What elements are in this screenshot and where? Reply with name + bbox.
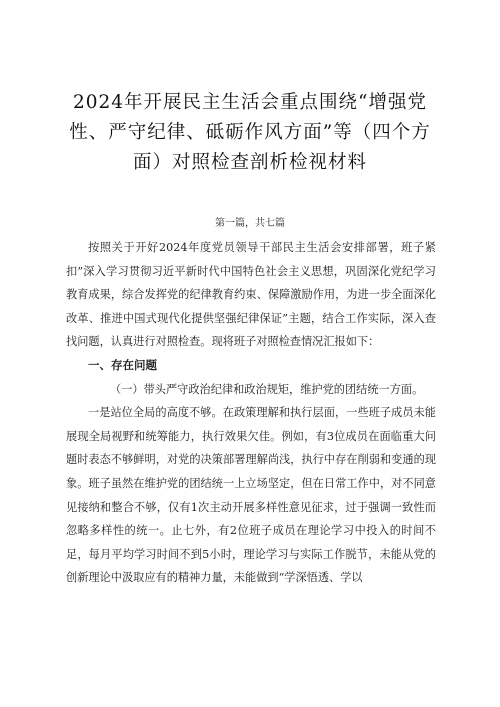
intro-paragraph: 按照关于开好2024年度党员领导干部民主生活会安排部署，班子紧扣”深入学习贯彻习近平新时代中国特色社会主义思想，巩固深化党纪学习教育成果，综合发挥党的纪律教育约束、保障激励作用，为进一步全面深化改革、推进中国式现代化提供坚强纪律保证”主题，结合工作实际，深入查找问题，认真进行对照检查。现将班子对照检查情况汇报如下： xyxy=(66,241,436,349)
title-line-2: 性、严守纪律、砥砺作风方面”等（四个方 xyxy=(69,122,431,143)
title-line-3: 面）对照检查剖析检视材料 xyxy=(132,152,367,173)
subsection-heading: （一）带头严守政治纪律和政治规矩，维护党的团结统一方面。 xyxy=(110,382,424,396)
body-paragraph: 一是站位全局的高度不够。在政策理解和执行层面，一些班子成员未能展现全局视野和统筹能力，执行效果欠佳。例如，有3位成员在面临重大问题时表态不够鲜明，对党的决策部署理解尚浅，执行中存在削弱和变通的现象。班子虽然在维护党的团结统一上立场坚定，但在日常工作中，对不同意见接纳和整合不够，仅有1次主动开展多样性意见征求，过于强调一致性而忽略多样性的统一。止七外，有2位班子成员在理论学习中投入的时间不足，每月平均学习时间不到5小时，理论学习与实际工作脱节，未能从党的创新理论中汲取应有的精神力量，未能做到“学深悟透、学以 xyxy=(66,406,436,585)
document-title xyxy=(60,88,440,178)
section-heading: 一、存在问题 xyxy=(88,357,157,372)
document-subtitle: 第一篇，共七篇 xyxy=(215,218,285,229)
title-line-1: 2024年开展民主生活会重点围绕“增强党 xyxy=(72,92,428,113)
document-body xyxy=(66,236,436,590)
